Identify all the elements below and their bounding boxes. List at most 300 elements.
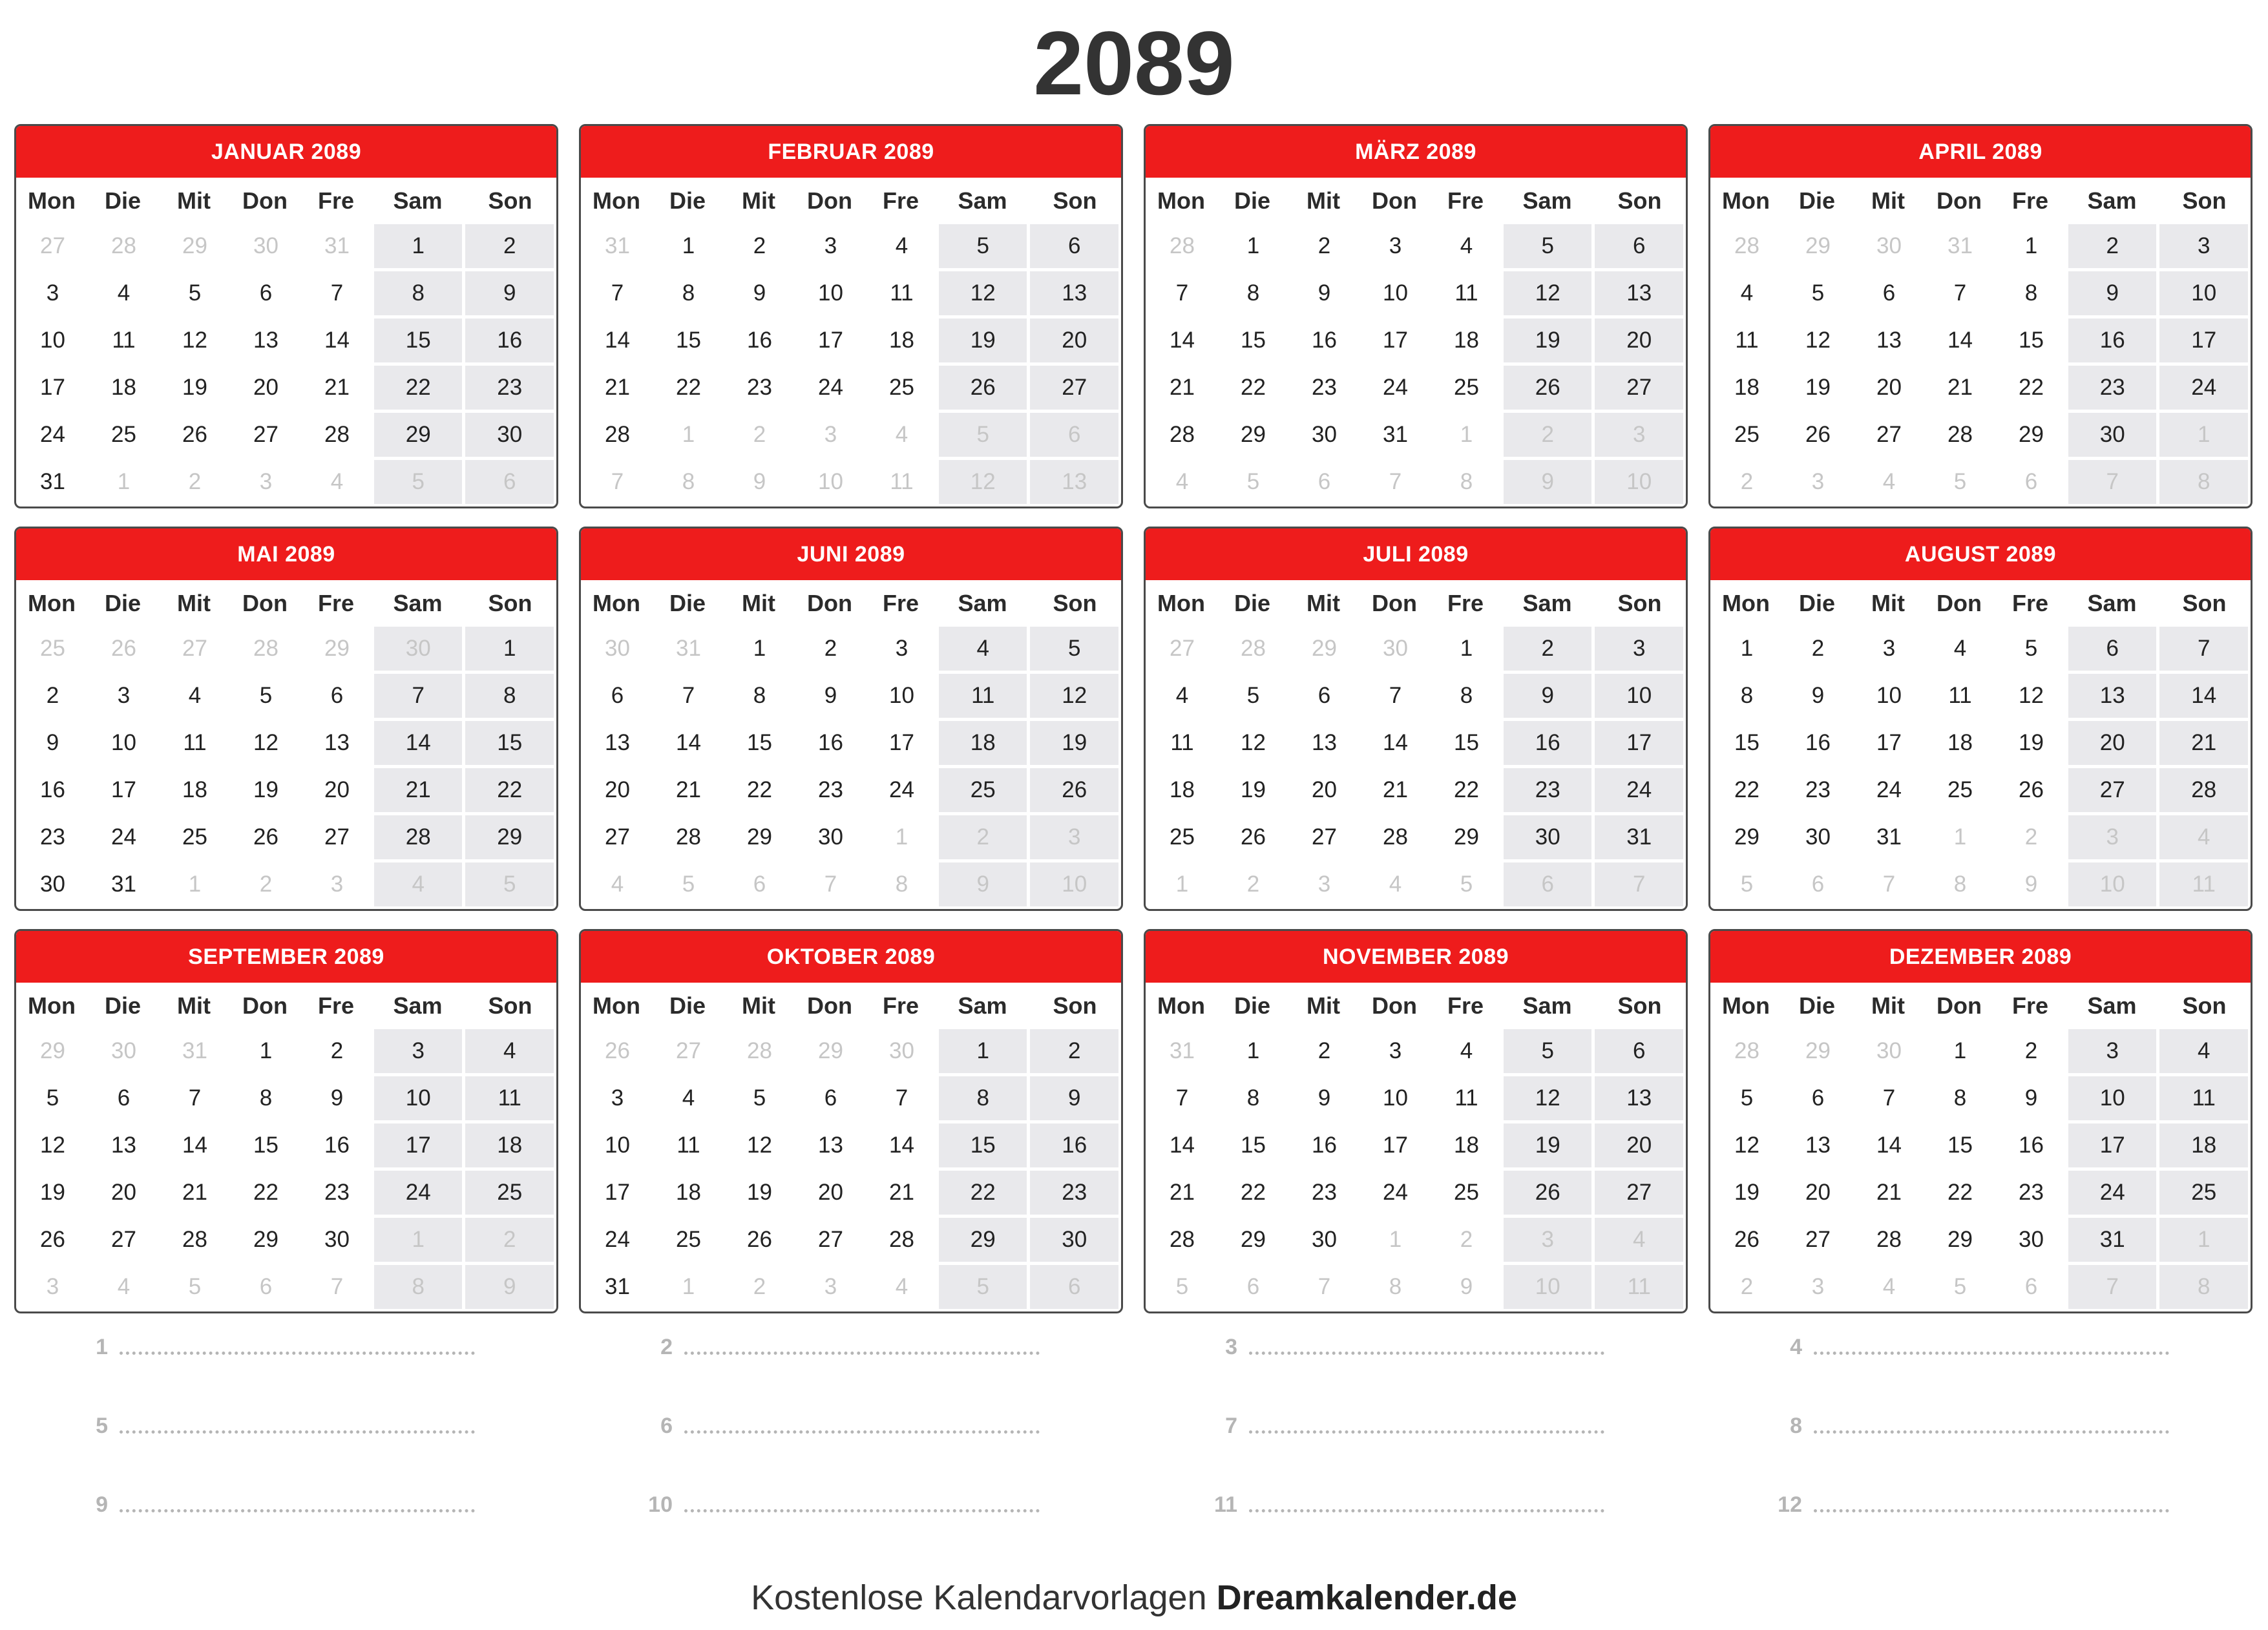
day-cell: 1 — [726, 627, 793, 671]
day-cell: 27 — [90, 1218, 158, 1262]
day-cell: 11 — [655, 1123, 722, 1167]
day-cell: 30 — [1997, 1218, 2065, 1262]
day-cell: 19 — [1030, 721, 1118, 765]
day-cell: 18 — [1433, 1123, 1500, 1167]
day-cell: 6 — [726, 862, 793, 906]
weekday-label: Mon — [1722, 187, 1770, 214]
day-cell: 23 — [1030, 1171, 1118, 1215]
day-cell: 30 — [90, 1029, 158, 1073]
note-number: 9 — [96, 1492, 108, 1517]
day-cell: 7 — [303, 1265, 371, 1309]
month-card — [14, 929, 558, 1313]
day-cell: 31 — [90, 862, 158, 906]
day-cell: 26 — [1504, 366, 1592, 410]
weekday-label: Son — [1053, 187, 1097, 214]
day-cell: 21 — [303, 366, 371, 410]
day-cell: 1 — [232, 1029, 300, 1073]
day-cell: 29 — [232, 1218, 300, 1262]
day-cell: 22 — [232, 1171, 300, 1215]
weekday-label: Sam — [393, 187, 443, 214]
day-cell: 10 — [2068, 1076, 2157, 1120]
weekday-label: Don — [1936, 992, 1982, 1019]
day-cell: 12 — [1219, 721, 1287, 765]
day-cell: 8 — [1361, 1265, 1429, 1309]
day-cell: 1 — [868, 815, 936, 859]
day-cell: 4 — [90, 271, 158, 315]
day-cell: 29 — [1219, 413, 1287, 457]
weekday-label: Mon — [1157, 187, 1205, 214]
weekday-label: Don — [242, 992, 288, 1019]
day-cell: 8 — [465, 674, 554, 718]
day-cell: 3 — [19, 271, 87, 315]
weekday-label: Sam — [1522, 590, 1572, 616]
day-cell: 20 — [1784, 1171, 1852, 1215]
day-cell: 10 — [1855, 674, 1923, 718]
day-cell: 10 — [1361, 271, 1429, 315]
day-cell: 1 — [374, 1218, 463, 1262]
day-cell: 17 — [868, 721, 936, 765]
day-cell: 31 — [303, 224, 371, 268]
note-dotted-line — [1814, 1509, 2169, 1512]
day-cell: 8 — [1713, 674, 1781, 718]
day-cell: 30 — [583, 627, 651, 671]
month-card — [1708, 124, 2252, 508]
day-cell: 7 — [797, 862, 865, 906]
day-cell: 5 — [161, 271, 229, 315]
day-cell: 2 — [232, 862, 300, 906]
day-cell: 9 — [1997, 1076, 2065, 1120]
day-cell: 4 — [1361, 862, 1429, 906]
day-cell: 31 — [2068, 1218, 2157, 1262]
day-grid — [1146, 1029, 1686, 1311]
month-card — [579, 527, 1123, 911]
day-cell: 14 — [655, 721, 722, 765]
day-cell: 5 — [939, 224, 1027, 268]
day-cell: 4 — [1713, 271, 1781, 315]
day-cell: 4 — [1855, 460, 1923, 504]
day-cell: 13 — [1030, 460, 1118, 504]
day-cell: 23 — [2068, 366, 2157, 410]
day-cell: 26 — [161, 413, 229, 457]
day-cell: 15 — [1219, 319, 1287, 362]
day-cell: 24 — [374, 1171, 463, 1215]
day-cell: 21 — [161, 1171, 229, 1215]
day-cell: 10 — [19, 319, 87, 362]
weekday-label: Die — [104, 992, 141, 1019]
month-card — [1144, 124, 1688, 508]
day-cell: 6 — [1290, 460, 1358, 504]
weekday-header — [581, 178, 1121, 224]
day-cell: 22 — [465, 768, 554, 812]
day-cell: 10 — [2068, 862, 2157, 906]
day-cell: 28 — [1361, 815, 1429, 859]
day-cell: 7 — [2159, 627, 2248, 671]
day-cell: 7 — [2068, 460, 2157, 504]
day-cell: 30 — [1290, 413, 1358, 457]
day-cell: 18 — [90, 366, 158, 410]
weekday-label: Die — [1798, 590, 1835, 616]
day-cell: 13 — [583, 721, 651, 765]
day-cell: 4 — [868, 224, 936, 268]
day-cell: 1 — [90, 460, 158, 504]
day-cell: 7 — [583, 460, 651, 504]
day-cell: 6 — [1030, 224, 1118, 268]
day-cell: 7 — [2068, 1265, 2157, 1309]
day-cell: 5 — [939, 1265, 1027, 1309]
day-cell: 11 — [868, 460, 936, 504]
day-cell: 31 — [1926, 224, 1994, 268]
day-cell: 6 — [465, 460, 554, 504]
day-cell: 16 — [2068, 319, 2157, 362]
day-cell: 8 — [1433, 674, 1500, 718]
day-cell: 13 — [1290, 721, 1358, 765]
day-cell: 27 — [1595, 1171, 1683, 1215]
day-cell: 8 — [1433, 460, 1500, 504]
day-cell: 22 — [1926, 1171, 1994, 1215]
day-cell: 18 — [1713, 366, 1781, 410]
month-card — [1144, 527, 1688, 911]
day-cell: 5 — [939, 413, 1027, 457]
day-cell: 31 — [1855, 815, 1923, 859]
weekday-label: Son — [488, 187, 532, 214]
day-cell: 3 — [797, 1265, 865, 1309]
day-cell: 31 — [583, 224, 651, 268]
day-cell: 27 — [232, 413, 300, 457]
day-cell: 1 — [374, 224, 463, 268]
day-cell: 29 — [465, 815, 554, 859]
weekday-header — [581, 580, 1121, 627]
day-cell: 9 — [19, 721, 87, 765]
day-cell: 14 — [1855, 1123, 1923, 1167]
day-cell: 6 — [232, 271, 300, 315]
day-cell: 16 — [1997, 1123, 2065, 1167]
weekday-label: Die — [1234, 590, 1270, 616]
note-line — [1708, 1324, 2252, 1370]
months-grid — [14, 124, 2254, 1313]
day-cell: 1 — [1219, 224, 1287, 268]
day-cell: 29 — [303, 627, 371, 671]
weekday-label: Fre — [317, 590, 354, 616]
day-cell: 11 — [939, 674, 1027, 718]
day-cell: 29 — [1713, 815, 1781, 859]
day-cell: 15 — [1219, 1123, 1287, 1167]
weekday-header — [1146, 983, 1686, 1029]
day-cell: 21 — [374, 768, 463, 812]
day-cell: 25 — [161, 815, 229, 859]
day-cell: 6 — [1784, 862, 1852, 906]
day-cell: 4 — [90, 1265, 158, 1309]
day-grid — [1710, 1029, 2251, 1311]
day-cell: 27 — [1784, 1218, 1852, 1262]
day-cell: 19 — [161, 366, 229, 410]
day-cell: 30 — [303, 1218, 371, 1262]
day-cell: 27 — [655, 1029, 722, 1073]
day-cell: 8 — [374, 271, 463, 315]
month-card — [1708, 929, 2252, 1313]
day-cell: 11 — [2159, 862, 2248, 906]
day-cell: 18 — [655, 1171, 722, 1215]
day-cell: 7 — [1926, 271, 1994, 315]
day-cell: 15 — [1997, 319, 2065, 362]
day-cell: 10 — [1504, 1265, 1592, 1309]
day-cell: 4 — [868, 1265, 936, 1309]
note-dotted-line — [1814, 1430, 2169, 1434]
weekday-label: Die — [1798, 992, 1835, 1019]
day-cell: 20 — [797, 1171, 865, 1215]
day-cell: 13 — [1030, 271, 1118, 315]
weekday-label: Sam — [958, 187, 1007, 214]
day-cell: 5 — [1784, 271, 1852, 315]
day-grid — [1146, 224, 1686, 507]
day-cell: 7 — [1290, 1265, 1358, 1309]
note-number: 11 — [1214, 1492, 1237, 1517]
note-dotted-line — [1249, 1352, 1604, 1355]
day-cell: 18 — [2159, 1123, 2248, 1167]
day-cell: 5 — [232, 674, 300, 718]
weekday-header — [16, 983, 556, 1029]
day-cell: 17 — [90, 768, 158, 812]
weekday-label: Mon — [28, 590, 76, 616]
weekday-label: Don — [1371, 992, 1417, 1019]
month-card — [14, 527, 558, 911]
day-cell: 2 — [1504, 413, 1592, 457]
day-cell: 7 — [1855, 1076, 1923, 1120]
day-cell: 4 — [868, 413, 936, 457]
day-cell: 30 — [465, 413, 554, 457]
day-cell: 21 — [1855, 1171, 1923, 1215]
day-grid — [1710, 627, 2251, 909]
day-cell: 25 — [939, 768, 1027, 812]
weekday-label: Son — [488, 590, 532, 616]
day-cell: 12 — [161, 319, 229, 362]
day-cell: 28 — [1713, 1029, 1781, 1073]
day-cell: 20 — [583, 768, 651, 812]
day-cell: 14 — [583, 319, 651, 362]
day-cell: 3 — [2068, 1029, 2157, 1073]
day-cell: 13 — [303, 721, 371, 765]
day-cell: 12 — [1784, 319, 1852, 362]
day-cell: 25 — [868, 366, 936, 410]
day-cell: 29 — [939, 1218, 1027, 1262]
month-card — [579, 124, 1123, 508]
weekday-label: Fre — [2011, 992, 2048, 1019]
day-cell: 22 — [939, 1171, 1027, 1215]
day-cell: 1 — [1997, 224, 2065, 268]
day-cell: 18 — [939, 721, 1027, 765]
day-cell: 16 — [465, 319, 554, 362]
day-cell: 1 — [1219, 1029, 1287, 1073]
day-cell: 26 — [1504, 1171, 1592, 1215]
day-cell: 23 — [726, 366, 793, 410]
day-cell: 20 — [303, 768, 371, 812]
day-cell: 3 — [1361, 1029, 1429, 1073]
day-cell: 11 — [1595, 1265, 1683, 1309]
day-cell: 30 — [374, 627, 463, 671]
day-cell: 21 — [655, 768, 722, 812]
day-cell: 24 — [583, 1218, 651, 1262]
weekday-label: Sam — [958, 590, 1007, 616]
day-cell: 3 — [2068, 815, 2157, 859]
day-cell: 8 — [939, 1076, 1027, 1120]
footer-brand: Dreamkalender.de — [1216, 1578, 1517, 1617]
day-cell: 7 — [1855, 862, 1923, 906]
day-cell: 4 — [1855, 1265, 1923, 1309]
day-cell: 6 — [303, 674, 371, 718]
day-grid — [581, 1029, 1121, 1311]
day-cell: 16 — [19, 768, 87, 812]
weekday-header — [1710, 983, 2251, 1029]
day-cell: 25 — [19, 627, 87, 671]
day-cell: 1 — [2159, 413, 2248, 457]
day-cell: 5 — [1219, 460, 1287, 504]
weekday-header — [16, 178, 556, 224]
day-cell: 15 — [1713, 721, 1781, 765]
note-dotted-line — [1814, 1352, 2169, 1355]
day-cell: 9 — [1030, 1076, 1118, 1120]
weekday-label: Sam — [393, 590, 443, 616]
day-cell: 19 — [726, 1171, 793, 1215]
day-cell: 15 — [374, 319, 463, 362]
weekday-label: Mit — [1306, 992, 1340, 1019]
day-cell: 11 — [1713, 319, 1781, 362]
day-cell: 16 — [797, 721, 865, 765]
day-cell: 3 — [374, 1029, 463, 1073]
note-number: 7 — [1225, 1413, 1237, 1438]
day-cell: 4 — [655, 1076, 722, 1120]
day-cell: 18 — [161, 768, 229, 812]
day-cell: 27 — [19, 224, 87, 268]
day-cell: 17 — [2159, 319, 2248, 362]
weekday-label: Mon — [593, 992, 640, 1019]
day-cell: 14 — [374, 721, 463, 765]
day-cell: 31 — [1148, 1029, 1216, 1073]
day-cell: 20 — [1290, 768, 1358, 812]
day-cell: 8 — [655, 460, 722, 504]
weekday-label: Fre — [1447, 992, 1484, 1019]
day-cell: 5 — [726, 1076, 793, 1120]
day-cell: 30 — [1855, 224, 1923, 268]
day-cell: 2 — [1290, 224, 1358, 268]
day-cell: 29 — [1219, 1218, 1287, 1262]
weekday-label: Die — [104, 187, 141, 214]
day-cell: 8 — [1926, 1076, 1994, 1120]
day-cell: 10 — [797, 460, 865, 504]
day-cell: 6 — [2068, 627, 2157, 671]
day-cell: 4 — [1433, 224, 1500, 268]
day-cell: 30 — [19, 862, 87, 906]
day-cell: 21 — [868, 1171, 936, 1215]
day-cell: 19 — [1997, 721, 2065, 765]
day-cell: 2 — [1219, 862, 1287, 906]
day-cell: 21 — [583, 366, 651, 410]
day-cell: 30 — [797, 815, 865, 859]
day-cell: 1 — [2159, 1218, 2248, 1262]
day-cell: 10 — [1595, 674, 1683, 718]
weekday-label: Don — [806, 187, 852, 214]
day-cell: 28 — [303, 413, 371, 457]
month-title: MAI 2089 — [16, 528, 556, 580]
day-cell: 6 — [1595, 224, 1683, 268]
day-cell: 8 — [1219, 271, 1287, 315]
weekday-label: Sam — [1522, 187, 1572, 214]
day-cell: 18 — [465, 1123, 554, 1167]
day-cell: 28 — [583, 413, 651, 457]
day-cell: 7 — [655, 674, 722, 718]
day-grid — [581, 224, 1121, 507]
day-cell: 28 — [1219, 627, 1287, 671]
weekday-label: Son — [1617, 187, 1662, 214]
day-cell: 21 — [1926, 366, 1994, 410]
day-cell: 16 — [726, 319, 793, 362]
day-cell: 2 — [1713, 1265, 1781, 1309]
weekday-label: Mon — [28, 992, 76, 1019]
day-cell: 13 — [1595, 1076, 1683, 1120]
day-cell: 9 — [797, 674, 865, 718]
day-cell: 28 — [1926, 413, 1994, 457]
day-cell: 3 — [1504, 1218, 1592, 1262]
day-cell: 29 — [1433, 815, 1500, 859]
day-cell: 27 — [161, 627, 229, 671]
month-card — [1144, 929, 1688, 1313]
weekday-label: Don — [1936, 590, 1982, 616]
day-cell: 11 — [1926, 674, 1994, 718]
note-line — [579, 1403, 1123, 1448]
day-cell: 7 — [1595, 862, 1683, 906]
day-cell: 11 — [1148, 721, 1216, 765]
weekday-label: Don — [1371, 187, 1417, 214]
day-cell: 9 — [1290, 1076, 1358, 1120]
day-cell: 29 — [19, 1029, 87, 1073]
day-cell: 31 — [655, 627, 722, 671]
day-cell: 7 — [303, 271, 371, 315]
day-cell: 22 — [1433, 768, 1500, 812]
day-cell: 6 — [1219, 1265, 1287, 1309]
day-cell: 5 — [19, 1076, 87, 1120]
day-cell: 13 — [2068, 674, 2157, 718]
day-cell: 22 — [1219, 366, 1287, 410]
day-cell: 4 — [2159, 815, 2248, 859]
day-cell: 23 — [1997, 1171, 2065, 1215]
weekday-label: Die — [669, 992, 706, 1019]
day-cell: 5 — [1926, 1265, 1994, 1309]
day-cell: 5 — [1433, 862, 1500, 906]
year-title: 2089 — [1033, 12, 1235, 114]
day-cell: 8 — [726, 674, 793, 718]
day-cell: 28 — [655, 815, 722, 859]
day-cell: 19 — [1219, 768, 1287, 812]
day-cell: 25 — [1926, 768, 1994, 812]
day-cell: 5 — [465, 862, 554, 906]
day-cell: 7 — [1361, 674, 1429, 718]
day-cell: 9 — [2068, 271, 2157, 315]
weekday-label: Mon — [593, 187, 640, 214]
day-cell: 9 — [1997, 862, 2065, 906]
footer-text: Kostenlose Kalendarvorlagen — [751, 1578, 1217, 1617]
day-cell: 11 — [2159, 1076, 2248, 1120]
day-cell: 25 — [465, 1171, 554, 1215]
day-cell: 9 — [303, 1076, 371, 1120]
day-cell: 10 — [583, 1123, 651, 1167]
day-cell: 9 — [1504, 460, 1592, 504]
day-cell: 15 — [465, 721, 554, 765]
month-title: JANUAR 2089 — [16, 126, 556, 178]
month-title: JUNI 2089 — [581, 528, 1121, 580]
note-number: 3 — [1225, 1334, 1237, 1359]
day-cell: 1 — [1926, 815, 1994, 859]
notes-section — [14, 1324, 2254, 1561]
day-cell: 23 — [19, 815, 87, 859]
day-cell: 28 — [868, 1218, 936, 1262]
